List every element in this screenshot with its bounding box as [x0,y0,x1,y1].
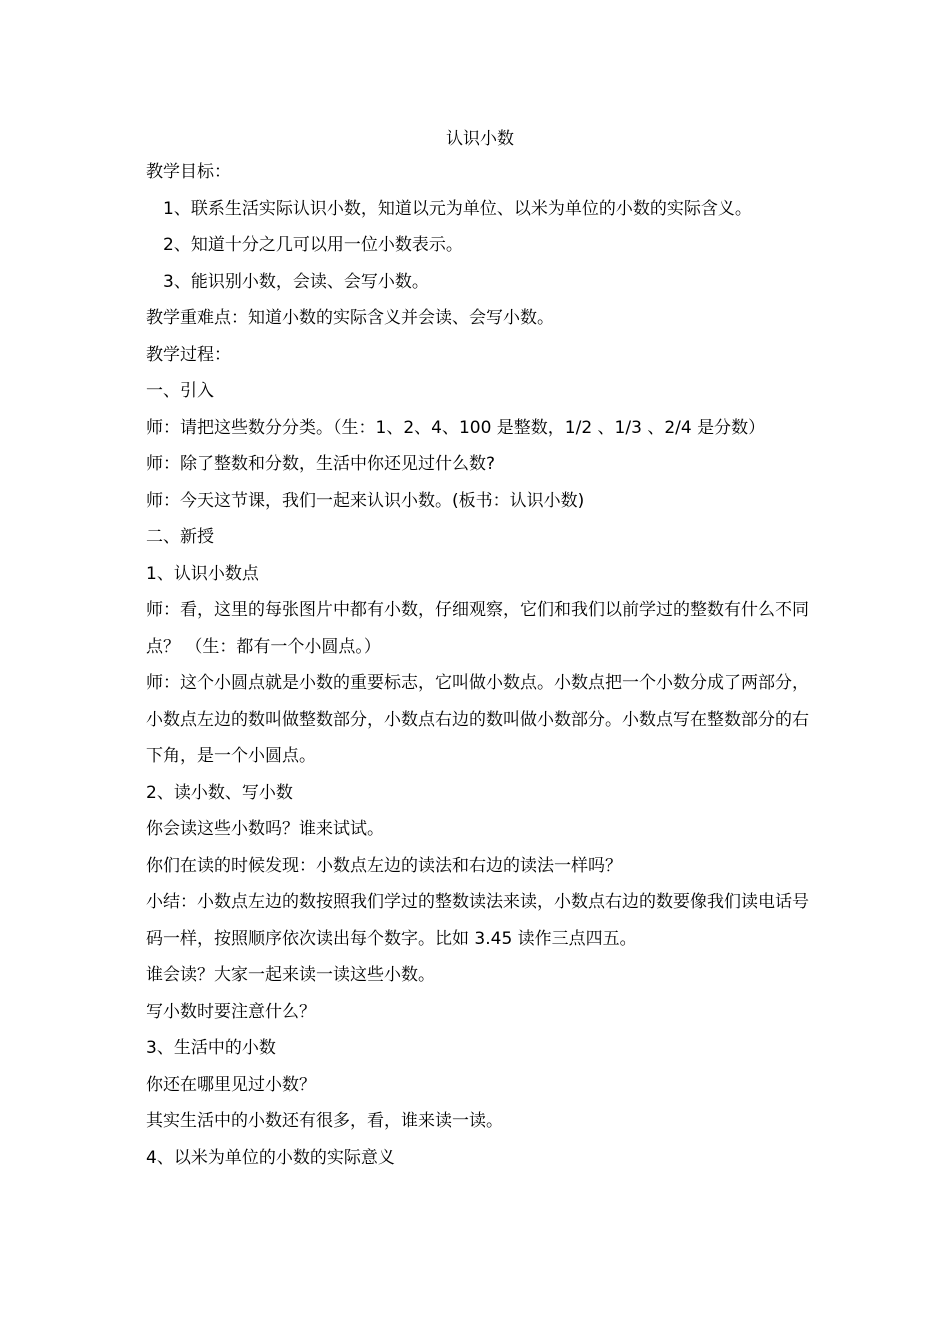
subsection-heading-read-write: 2、读小数、写小数 [146,782,293,803]
objective-item-1: 1、联系生活实际认识小数，知道以元为单位、以米为单位的小数的实际含义。 [163,198,752,219]
paragraph-summary: 小结：小数点左边的数按照我们学过的整数读法来读，小数点右边的数要像我们读电话号码一样，按照顺序依次读出每个数字。比如 3.45 读作三点四五。 [146,892,809,949]
paragraph-other-numbers: 师：除了整数和分数，生活中你还见过什么数? [146,454,496,474]
paragraph-where-seen: 你还在哪里见过小数？ [146,1074,316,1095]
paragraph-classify-numbers: 师：请把这些数分分类。（生：1、2、4、100 是整数，1/2 、1/3 、2/4 是分数） [146,417,766,438]
key-points: 教学重难点：知道小数的实际含义并会读、会写小数。 [146,308,554,328]
subsection-heading-life-decimals: 3、生活中的小数 [146,1038,276,1058]
paragraph-decimal-point-definition: 师：这个小圆点就是小数的重要标志，它叫做小数点。小数点把一个小数分成了两部分，小数点左边的数叫做整数部分，小数点右边的数叫做小数部分。小数点写在整数部分的右下角，是一个小圆点。 [146,673,809,766]
document-body [146,124,814,1176]
objective-item-3: 3、能识别小数，会读、会写小数。 [163,271,429,292]
section-heading-new: 二、新授 [146,527,214,547]
paragraph-observe-pictures: 师：看，这里的每张图片中都有小数，仔细观察，它们和我们以前学过的整数有什么不同点？ （生：都有一个小圆点。） [146,600,809,657]
paragraph-read-together: 谁会读？大家一起来读一读这些小数。 [146,965,435,985]
subsection-heading-decimal-point: 1、认识小数点 [146,563,259,584]
objectives-heading: 教学目标： [146,162,231,182]
paragraph-reading-difference: 你们在读的时候发现：小数点左边的读法和右边的读法一样吗？ [146,855,622,876]
objective-item-2: 2、知道十分之几可以用一位小数表示。 [163,235,463,255]
paragraph-today-lesson: 师：今天这节课，我们一起来认识小数。(板书：认识小数) [146,490,585,511]
document-title: 认识小数 [446,129,514,149]
process-heading: 教学过程： [146,344,231,365]
paragraph-try-reading: 你会读这些小数吗？谁来试试。 [146,819,384,839]
paragraph-writing-notes: 写小数时要注意什么？ [146,1001,316,1022]
paragraph-more-decimals: 其实生活中的小数还有很多，看，谁来读一读。 [146,1111,503,1131]
subsection-heading-meter-decimals: 4、以米为单位的小数的实际意义 [146,1147,395,1168]
section-heading-intro: 一、引入 [146,381,214,401]
